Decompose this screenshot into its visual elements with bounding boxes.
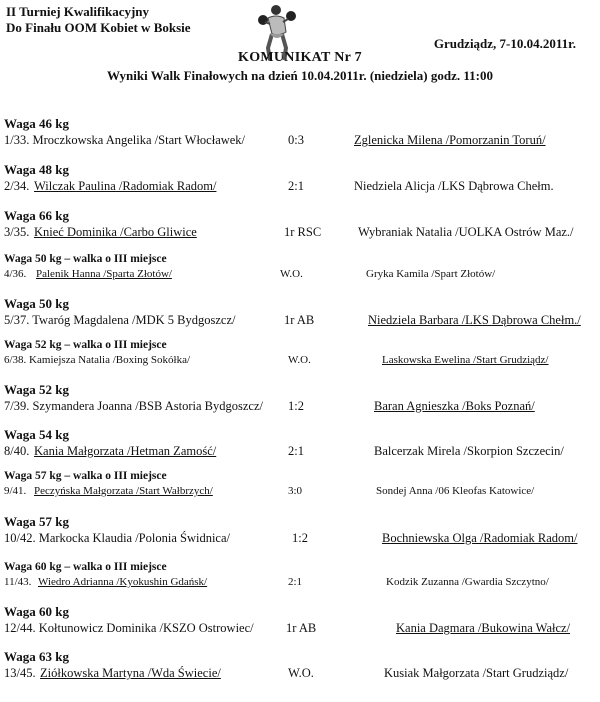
- right-fighter: Baran Agnieszka /Boks Poznań/: [374, 399, 535, 413]
- left-fighter-number: 11/43.: [4, 576, 32, 588]
- page-title: KOMUNIKAT Nr 7: [238, 50, 362, 65]
- weight-class: Waga 57 kg: [4, 514, 70, 529]
- bout: [4, 427, 600, 467]
- bout: [4, 382, 600, 422]
- left-fighter-number: 4/36.: [4, 268, 27, 280]
- right-fighter: Niedziela Alicja /LKS Dąbrowa Chełm.: [354, 179, 554, 193]
- bout-result: 1:2: [292, 531, 308, 545]
- bout: [4, 296, 600, 336]
- weight-class: Waga 66 kg: [4, 208, 70, 223]
- left-fighter: 12/44. Kołtunowicz Dominika /KSZO Ostrowiec/: [4, 621, 254, 635]
- right-fighter: Laskowska Ewelina /Start Grudziądz/: [382, 354, 549, 366]
- left-fighter: Wiedro Adrianna /Kyokushin Gdańsk/: [38, 576, 208, 588]
- tournament-line-1: II Turniej Kwalifikacyjny: [6, 4, 150, 19]
- bout-result: 1:2: [288, 399, 304, 413]
- weight-class: Waga 60 kg – walka o III miejsce: [4, 561, 167, 573]
- page-subtitle: Wyniki Walk Finałowych na dzień 10.04.2011r. (niedziela) godz. 11:00: [107, 68, 493, 83]
- weight-class: Waga 50 kg: [4, 296, 70, 311]
- weight-class: Waga 52 kg: [4, 382, 70, 397]
- left-fighter: Kania Małgorzata /Hetman Zamość/: [34, 444, 217, 458]
- left-fighter-number: 3/35.: [4, 225, 30, 239]
- left-fighter: 6/38. Kamiejsza Natalia /Boxing Sokółka/: [4, 354, 191, 366]
- bout-result: 0:3: [288, 133, 304, 147]
- right-fighter: Zglenicka Milena /Pomorzanin Toruń/: [354, 133, 546, 147]
- bout: [4, 116, 600, 156]
- right-fighter: Bochniewska Olga /Radomiak Radom/: [382, 531, 578, 545]
- weight-class: Waga 60 kg: [4, 604, 70, 619]
- weight-class: Waga 54 kg: [4, 427, 70, 442]
- weight-class: Waga 50 kg – walka o III miejsce: [4, 253, 167, 265]
- bout-result: W.O.: [288, 666, 314, 680]
- bout: [4, 339, 600, 379]
- place-date: Grudziądz, 7-10.04.2011r.: [433, 36, 576, 51]
- bout: [4, 561, 600, 601]
- right-fighter: Kania Dagmara /Bukowina Wałcz/: [396, 621, 571, 635]
- right-fighter: Balcerzak Mirela /Skorpion Szczecin/: [374, 444, 564, 458]
- right-fighter: Wybraniak Natalia /UOLKA Ostrów Maz./: [358, 225, 574, 239]
- bout: [4, 514, 600, 554]
- bout: [4, 604, 600, 644]
- tournament-name: [6, 4, 191, 36]
- left-fighter-number: 13/45.: [4, 666, 36, 680]
- bout-result: 1r AB: [286, 621, 317, 635]
- left-fighter-number: 9/41.: [4, 485, 27, 497]
- left-fighter: Palenik Hanna /Sparta Złotów/: [36, 268, 172, 280]
- right-fighter: Niedziela Barbara /LKS Dąbrowa Chełm./: [368, 313, 581, 327]
- right-fighter: Kodzik Zuzanna /Gwardia Szczytno/: [386, 576, 549, 588]
- left-fighter-number: 8/40.: [4, 444, 30, 458]
- bout-result: 2:1: [288, 576, 303, 588]
- left-fighter: 1/33. Mroczkowska Angelika /Start Włocławek/: [4, 133, 246, 147]
- weight-class: Waga 63 kg: [4, 649, 70, 664]
- left-fighter: Peczyńska Małgorzata /Start Wałbrzych/: [34, 485, 213, 497]
- left-fighter: Knieć Dominika /Carbo Gliwice: [34, 225, 197, 239]
- bout-result: 2:1: [288, 444, 304, 458]
- left-fighter: 5/37. Twaróg Magdalena /MDK 5 Bydgoszcz/: [4, 313, 236, 327]
- bout-result: 1r AB: [284, 313, 315, 327]
- bout-result: 2:1: [288, 179, 304, 193]
- tournament-line-2: Do Finału OOM Kobiet w Boksie: [6, 20, 191, 35]
- bout: [4, 253, 600, 293]
- left-fighter: Ziółkowska Martyna /Wda Świecie/: [40, 666, 221, 680]
- left-fighter-number: 2/34.: [4, 179, 30, 193]
- left-fighter: 7/39. Szymandera Joanna /BSB Astoria Bydgoszcz/: [4, 399, 263, 413]
- bout-result: 1r RSC: [284, 225, 322, 239]
- weight-class: Waga 52 kg – walka o III miejsce: [4, 339, 167, 351]
- bout-result: W.O.: [280, 268, 303, 280]
- bout-result: W.O.: [288, 354, 311, 366]
- bout: [4, 162, 600, 202]
- weight-class: Waga 57 kg – walka o III miejsce: [4, 470, 167, 482]
- right-fighter: Sondej Anna /06 Kleofas Katowice/: [376, 485, 535, 497]
- left-fighter: 10/42. Markocka Klaudia /Polonia Świdnica/: [4, 531, 231, 545]
- bout: [4, 470, 600, 510]
- bout: [4, 649, 600, 689]
- right-fighter: Kusiak Małgorzata /Start Grudziądz/: [384, 666, 569, 680]
- bout-result: 3:0: [288, 485, 303, 497]
- weight-class: Waga 48 kg: [4, 162, 70, 177]
- weight-class: Waga 46 kg: [4, 116, 70, 131]
- bout: [4, 208, 600, 248]
- right-fighter: Gryka Kamila /Spart Złotów/: [366, 268, 496, 280]
- left-fighter: Wilczak Paulina /Radomiak Radom/: [34, 179, 217, 193]
